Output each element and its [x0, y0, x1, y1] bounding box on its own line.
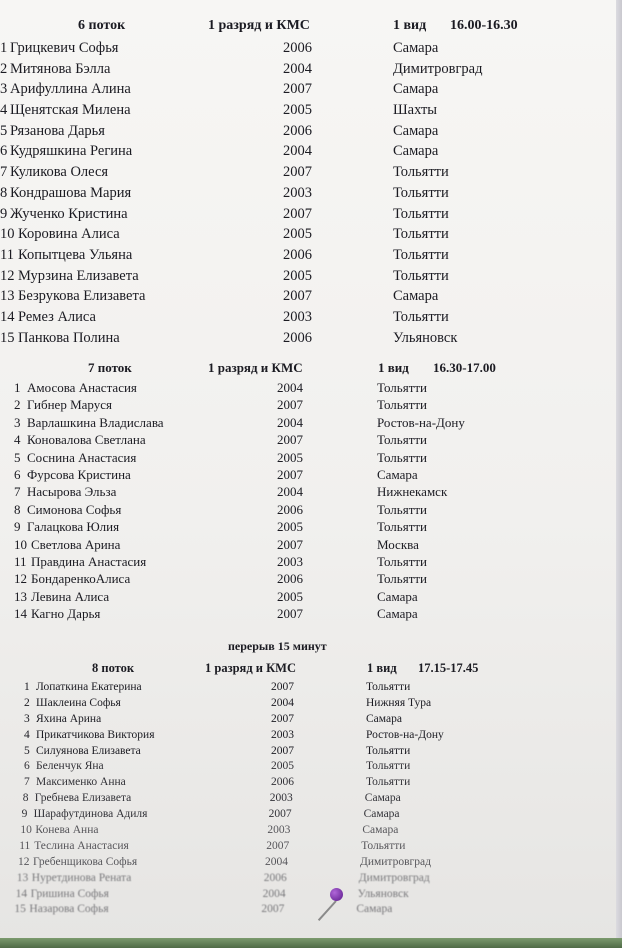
participant-number: 8	[0, 184, 8, 201]
participant-city: Ростов-на-Дону	[377, 414, 465, 430]
participant-year: 2007	[261, 903, 285, 916]
participant-row	[0, 502, 600, 519]
participant-name: БондаренкоАлиса	[31, 571, 131, 587]
participant-year: 2007	[283, 164, 312, 181]
participant-year: 2006	[271, 776, 294, 789]
participant-city: Димитровград	[393, 60, 483, 77]
page-edge	[616, 0, 622, 948]
participant-number: 9	[14, 519, 21, 535]
participant-city: Самара	[393, 288, 439, 305]
participant-row	[0, 309, 600, 330]
participant-city: Тольятти	[393, 308, 449, 325]
participant-city: Ростов-на-Дону	[366, 728, 444, 741]
participant-number: 8	[22, 792, 29, 805]
stream-header	[0, 360, 600, 380]
participant-row	[0, 760, 600, 776]
participant-name: Копытцева Ульяна	[18, 246, 133, 263]
participant-number: 5	[14, 449, 21, 465]
participant-city: Нижняя Тура	[366, 696, 432, 709]
participant-row	[0, 226, 600, 247]
participant-name: Кагно Дарья	[31, 606, 101, 622]
participant-year: 2004	[265, 855, 288, 868]
participant-number: 3	[24, 712, 30, 725]
participant-city: Шахты	[393, 102, 438, 119]
participant-year: 2004	[277, 414, 303, 430]
stream-8-block	[0, 661, 600, 919]
stream-header	[0, 18, 600, 40]
participant-name: Панкова Полина	[18, 329, 120, 346]
participant-city: Тольятти	[393, 184, 449, 201]
participant-number: 4	[14, 432, 21, 448]
participant-city: Тольятти	[393, 164, 449, 181]
participant-row	[0, 589, 600, 606]
participant-row	[0, 840, 600, 856]
stream-title: 8 поток	[92, 661, 135, 675]
participant-row	[0, 856, 600, 872]
participant-name: Максименко Анна	[36, 776, 126, 789]
participant-number: 14	[14, 606, 27, 622]
participant-number: 14	[15, 887, 28, 900]
participant-name: Гребнева Елизавета	[34, 792, 132, 805]
participant-row	[0, 206, 600, 227]
participant-row	[0, 745, 600, 761]
participant-number: 1	[14, 380, 21, 395]
participant-row	[0, 808, 600, 824]
participant-name: Рязанова Дарья	[10, 122, 105, 139]
participant-number: 4	[24, 728, 30, 741]
participant-city: Тольятти	[366, 681, 411, 693]
participant-city: Самара	[362, 824, 399, 837]
participant-number: 14	[0, 308, 15, 325]
participant-year: 2007	[283, 205, 312, 222]
break-notice: перерыв 15 минут	[228, 639, 327, 653]
participant-city: Тольятти	[377, 553, 428, 569]
participant-year: 2003	[269, 792, 293, 805]
participant-year: 2003	[283, 184, 312, 201]
participant-row	[0, 40, 600, 61]
participant-name: Беленчук Яна	[36, 760, 104, 773]
participant-year: 2006	[283, 329, 312, 346]
participant-year: 2005	[283, 102, 312, 119]
time-label: 17.15-17.45	[418, 661, 479, 675]
participant-row	[0, 185, 600, 206]
participant-number: 12	[0, 267, 15, 284]
participant-city: Тольятти	[393, 226, 449, 243]
event-label: 1 вид	[378, 360, 409, 375]
participant-name: Соснина Анастасия	[27, 449, 137, 465]
participant-city: Самара	[393, 40, 439, 56]
participant-year: 2003	[283, 308, 312, 325]
participant-name: Светлова Арина	[31, 536, 121, 552]
participant-name: Левина Алиса	[31, 588, 110, 604]
participant-row	[0, 330, 600, 351]
background-floor	[0, 938, 622, 948]
participant-row	[0, 824, 600, 840]
participant-city: Тольятти	[393, 267, 449, 284]
participant-row	[0, 380, 600, 397]
participant-row	[0, 432, 600, 449]
participant-year: 2007	[283, 288, 312, 305]
participant-city: Димитровград	[358, 871, 430, 884]
participant-year: 2007	[277, 397, 303, 413]
participant-name: Галацкова Юлия	[27, 519, 120, 535]
participant-number: 10	[14, 536, 27, 552]
participant-year: 2005	[271, 760, 294, 773]
participant-name: Правдина Анастасия	[31, 553, 147, 569]
participant-city: Москва	[377, 536, 419, 552]
participant-number: 10	[20, 824, 32, 837]
participant-number: 13	[14, 588, 27, 604]
participant-row	[0, 61, 600, 82]
participant-name: Коновалова Светлана	[27, 432, 146, 448]
participant-number: 5	[0, 122, 8, 139]
participant-year: 2007	[271, 744, 294, 757]
participant-year: 2006	[283, 40, 312, 56]
participant-row	[0, 467, 600, 484]
participant-city: Тольятти	[366, 776, 411, 789]
participant-city: Самара	[393, 122, 439, 139]
participant-city: Тольятти	[377, 432, 428, 448]
participant-number: 13	[0, 288, 15, 305]
participant-row	[0, 571, 600, 588]
participant-row	[0, 537, 600, 554]
participant-year: 2006	[263, 871, 287, 884]
participant-year: 2005	[277, 588, 303, 604]
participant-name: Гришина Софья	[30, 887, 109, 900]
participant-number: 3	[0, 81, 8, 98]
category-label: 1 разряд и КМС	[208, 18, 310, 33]
participant-year: 2005	[277, 449, 303, 465]
participant-row	[0, 519, 600, 536]
participant-city: Тольятти	[393, 205, 449, 222]
participant-name: Гибнер Маруся	[27, 397, 112, 413]
participant-name: Кондрашова Мария	[10, 184, 132, 201]
participant-number: 2	[0, 60, 8, 77]
participant-row	[0, 123, 600, 144]
participant-row	[0, 792, 600, 808]
participant-name: Амосова Анастасия	[27, 380, 137, 395]
participant-name: Силуянова Елизавета	[36, 744, 141, 757]
participant-city: Ульяновск	[393, 329, 458, 346]
participant-name: Конева Анна	[35, 824, 99, 837]
participant-year: 2005	[283, 267, 312, 284]
participant-name: Жученко Кристина	[10, 205, 128, 222]
participant-name: Шарафутдинова Адиля	[33, 808, 148, 821]
participant-city: Тольятти	[377, 397, 428, 413]
participant-year: 2004	[283, 60, 312, 77]
participant-row	[0, 888, 600, 904]
participant-name: Нуретдинова Рената	[31, 871, 132, 884]
category-label: 1 разряд и КМС	[208, 360, 303, 375]
participant-number: 9	[21, 808, 28, 821]
participant-year: 2007	[277, 432, 303, 448]
participant-row	[0, 164, 600, 185]
participant-year: 2004	[283, 143, 312, 160]
participant-number: 9	[0, 205, 8, 222]
participant-number: 11	[14, 553, 27, 569]
participant-year: 2004	[277, 484, 303, 500]
participant-name: Щенятская Милена	[10, 102, 131, 119]
participant-number: 6	[24, 760, 30, 773]
participant-name: Арифуллина Алина	[10, 81, 131, 98]
participant-city: Тольятти	[377, 571, 428, 587]
participant-name: Шаклеина Софья	[36, 696, 121, 709]
participant-year: 2004	[271, 696, 294, 709]
participant-number: 3	[14, 414, 21, 430]
participant-list	[0, 40, 600, 350]
participant-name: Варлашкина Владислава	[27, 414, 164, 430]
participant-row	[0, 415, 600, 432]
participant-number: 2	[14, 397, 21, 413]
participant-row	[0, 247, 600, 268]
participant-number: 7	[14, 484, 21, 500]
participant-number: 10	[0, 226, 15, 243]
participant-number: 8	[14, 501, 21, 517]
participant-city: Тольятти	[366, 744, 411, 757]
participant-number: 5	[24, 744, 30, 757]
participant-year: 2003	[277, 553, 303, 569]
stream-7-block	[0, 360, 600, 623]
participant-year: 2006	[283, 122, 312, 139]
participant-name: Митянова Бэлла	[10, 60, 111, 77]
participant-name: Грицкевич Софья	[10, 40, 119, 56]
participant-number: 1	[24, 681, 30, 693]
participant-row	[0, 102, 600, 123]
stream-title: 7 поток	[88, 360, 132, 375]
participant-city: Тольятти	[393, 246, 449, 263]
participant-row	[0, 450, 600, 467]
participant-row	[0, 776, 600, 792]
category-label: 1 разряд и КМС	[205, 661, 296, 675]
participant-number: 15	[14, 903, 26, 916]
participant-city: Самара	[364, 792, 401, 805]
participant-name: Мурзина Елизавета	[18, 267, 139, 284]
participant-row	[0, 268, 600, 289]
participant-name: Прикатчикова Виктория	[36, 728, 155, 741]
participant-number: 7	[0, 164, 8, 181]
participant-number: 6	[14, 466, 21, 482]
participant-number: 4	[0, 102, 8, 119]
participant-number: 12	[14, 571, 27, 587]
participant-city: Ульяновск	[357, 887, 409, 900]
participant-name: Назарова Софья	[29, 903, 109, 916]
participant-year: 2007	[277, 536, 303, 552]
participant-name: Гребенщикова Софья	[33, 855, 138, 868]
participant-row	[0, 554, 600, 571]
participant-name: Безрукова Елизавета	[18, 288, 146, 305]
participant-year: 2005	[283, 226, 312, 243]
participant-number: 11	[0, 246, 14, 263]
participant-city: Самара	[377, 588, 418, 604]
stream-title: 6 поток	[78, 18, 126, 33]
participant-year: 2006	[277, 501, 303, 517]
participant-name: Кудряшкина Регина	[10, 143, 133, 160]
participant-number: 11	[19, 839, 31, 852]
participant-city: Тольятти	[377, 519, 428, 535]
participant-name: Насырова Эльза	[27, 484, 117, 500]
participant-year: 2007	[266, 839, 290, 852]
participant-row	[0, 484, 600, 501]
participant-city: Самара	[366, 712, 402, 725]
participant-row	[0, 143, 600, 164]
participant-row	[0, 397, 600, 414]
participant-number: 2	[24, 696, 30, 709]
participant-list	[0, 681, 600, 919]
participant-year: 2004	[277, 380, 303, 395]
participant-city: Самара	[393, 81, 439, 98]
participant-year: 2007	[277, 466, 303, 482]
participant-year: 2007	[271, 681, 294, 693]
participant-name: Куликова Олеся	[10, 164, 109, 181]
participant-year: 2007	[271, 712, 294, 725]
participant-year: 2006	[277, 571, 303, 587]
participant-number: 13	[16, 871, 29, 884]
participant-row	[0, 903, 600, 919]
participant-row	[0, 872, 600, 888]
participant-city: Тольятти	[361, 839, 406, 852]
participant-year: 2006	[283, 246, 312, 263]
participant-name: Теслина Анастасия	[34, 839, 129, 852]
participant-city: Самара	[377, 466, 418, 482]
participant-list	[0, 380, 600, 623]
participant-year: 2007	[283, 81, 312, 98]
participant-city: Тольятти	[377, 380, 428, 395]
participant-year: 2003	[271, 728, 294, 741]
participant-city: Тольятти	[377, 449, 428, 465]
event-label: 1 вид	[367, 661, 397, 675]
participant-row	[0, 288, 600, 309]
participant-name: Яхина Арина	[36, 712, 102, 725]
participant-city: Самара	[363, 808, 400, 821]
participant-city: Тольятти	[366, 760, 411, 773]
participant-city: Нижнекамск	[377, 484, 448, 500]
participant-number: 12	[18, 855, 30, 868]
push-pin-icon	[330, 888, 343, 901]
participant-row	[0, 697, 600, 713]
participant-name: Коровина Алиса	[18, 226, 120, 243]
participant-year: 2007	[268, 808, 292, 821]
participant-city: Тольятти	[377, 501, 428, 517]
participant-year: 2005	[277, 519, 303, 535]
participant-number: 15	[0, 329, 15, 346]
event-label: 1 вид	[393, 18, 427, 33]
participant-number: 6	[0, 143, 8, 160]
participant-name: Лопаткина Екатерина	[36, 681, 142, 693]
participant-city: Димитровград	[360, 855, 431, 868]
participant-year: 2004	[262, 887, 286, 900]
participant-number: 1	[0, 40, 8, 56]
participant-name: Фурсова Кристина	[27, 466, 131, 482]
stream-header	[0, 661, 600, 681]
stream-6-block	[0, 18, 600, 350]
participant-row	[0, 681, 600, 697]
time-label: 16.00-16.30	[450, 18, 518, 33]
participant-name: Ремез Алиса	[18, 308, 96, 325]
participant-row	[0, 729, 600, 745]
participant-year: 2007	[277, 606, 303, 622]
participant-name: Симонова Софья	[27, 501, 122, 517]
time-label: 16.30-17.00	[433, 360, 496, 375]
participant-number: 7	[24, 776, 30, 789]
participant-city: Самара	[377, 606, 418, 622]
participant-row	[0, 606, 600, 623]
participant-city: Самара	[393, 143, 439, 160]
participant-row	[0, 713, 600, 729]
participant-city: Самара	[356, 903, 393, 916]
participant-year: 2003	[267, 824, 291, 837]
participant-row	[0, 81, 600, 102]
